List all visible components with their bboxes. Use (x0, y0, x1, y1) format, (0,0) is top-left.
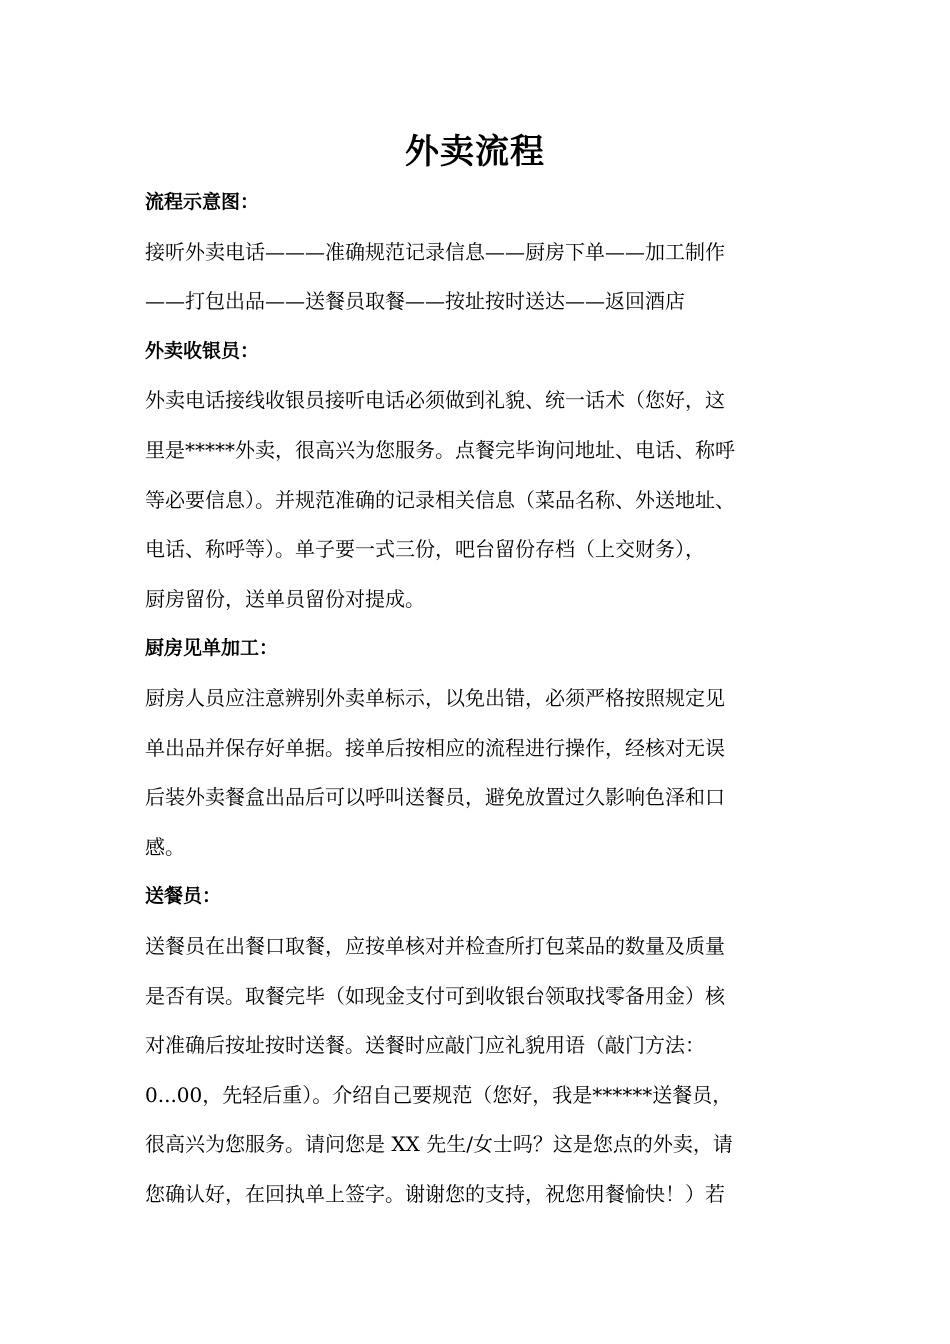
text-line: 电话、称呼等）。单子要一式三份，吧台留份存档（上交财务）， (145, 537, 705, 562)
text-line: ——打包出品——送餐员取餐——按址按时送达——返回酒店 (145, 289, 685, 314)
text-line: 0...00，先轻后重）。介绍自己要规范（您好，我是******送餐员， (145, 1082, 733, 1107)
text-line: 是否有误。取餐完毕（如现金支付可到收银台领取找零备用金）核 (145, 983, 725, 1008)
section-heading: 送餐员： (145, 885, 222, 908)
section-heading: 外卖收银员： (145, 339, 260, 362)
text-line: 对准确后按址按时送餐。送餐时应敲门应礼貌用语（敲门方法： (145, 1033, 705, 1058)
section-heading: 流程示意图： (145, 191, 260, 213)
text-line: 感。 (145, 834, 185, 859)
section-heading: 厨房见单加工： (145, 637, 279, 660)
text-line: 外卖电话接线收银员接听电话必须做到礼貌、统一话术（您好，这 (145, 388, 725, 413)
text-line: 单出品并保存好单据。接单后按相应的流程进行操作，经核对无误 (145, 735, 725, 760)
document-title: 外卖流程 (405, 132, 545, 172)
text-line: 后装外卖餐盒出品后可以呼叫送餐员，避免放置过久影响色泽和口 (145, 785, 725, 810)
text-line: 厨房人员应注意辨别外卖单标示，以免出错，必须严格按照规定见 (145, 685, 725, 710)
document-body (145, 178, 825, 1219)
text-line: 您确认好，在回执单上签字。谢谢您的支持，祝您用餐愉快！）若 (145, 1181, 725, 1206)
text-line: 厨房留份，送单员留份对提成。 (145, 586, 425, 611)
text-line: 里是*****外卖，很高兴为您服务。点餐完毕询问地址、电话、称呼 (145, 437, 735, 462)
text-line: 送餐员在出餐口取餐，应按单核对并检查所打包菜品的数量及质量 (145, 933, 725, 958)
text-line: 等必要信息）。并规范准确的记录相关信息（菜品名称、外送地址、 (145, 487, 735, 512)
text-line: 接听外卖电话———准确规范记录信息——厨房下单——加工制作 (145, 239, 725, 264)
text-line: 很高兴为您服务。请问您是 XX 先生/女士吗？这是您点的外卖，请 (145, 1132, 733, 1157)
